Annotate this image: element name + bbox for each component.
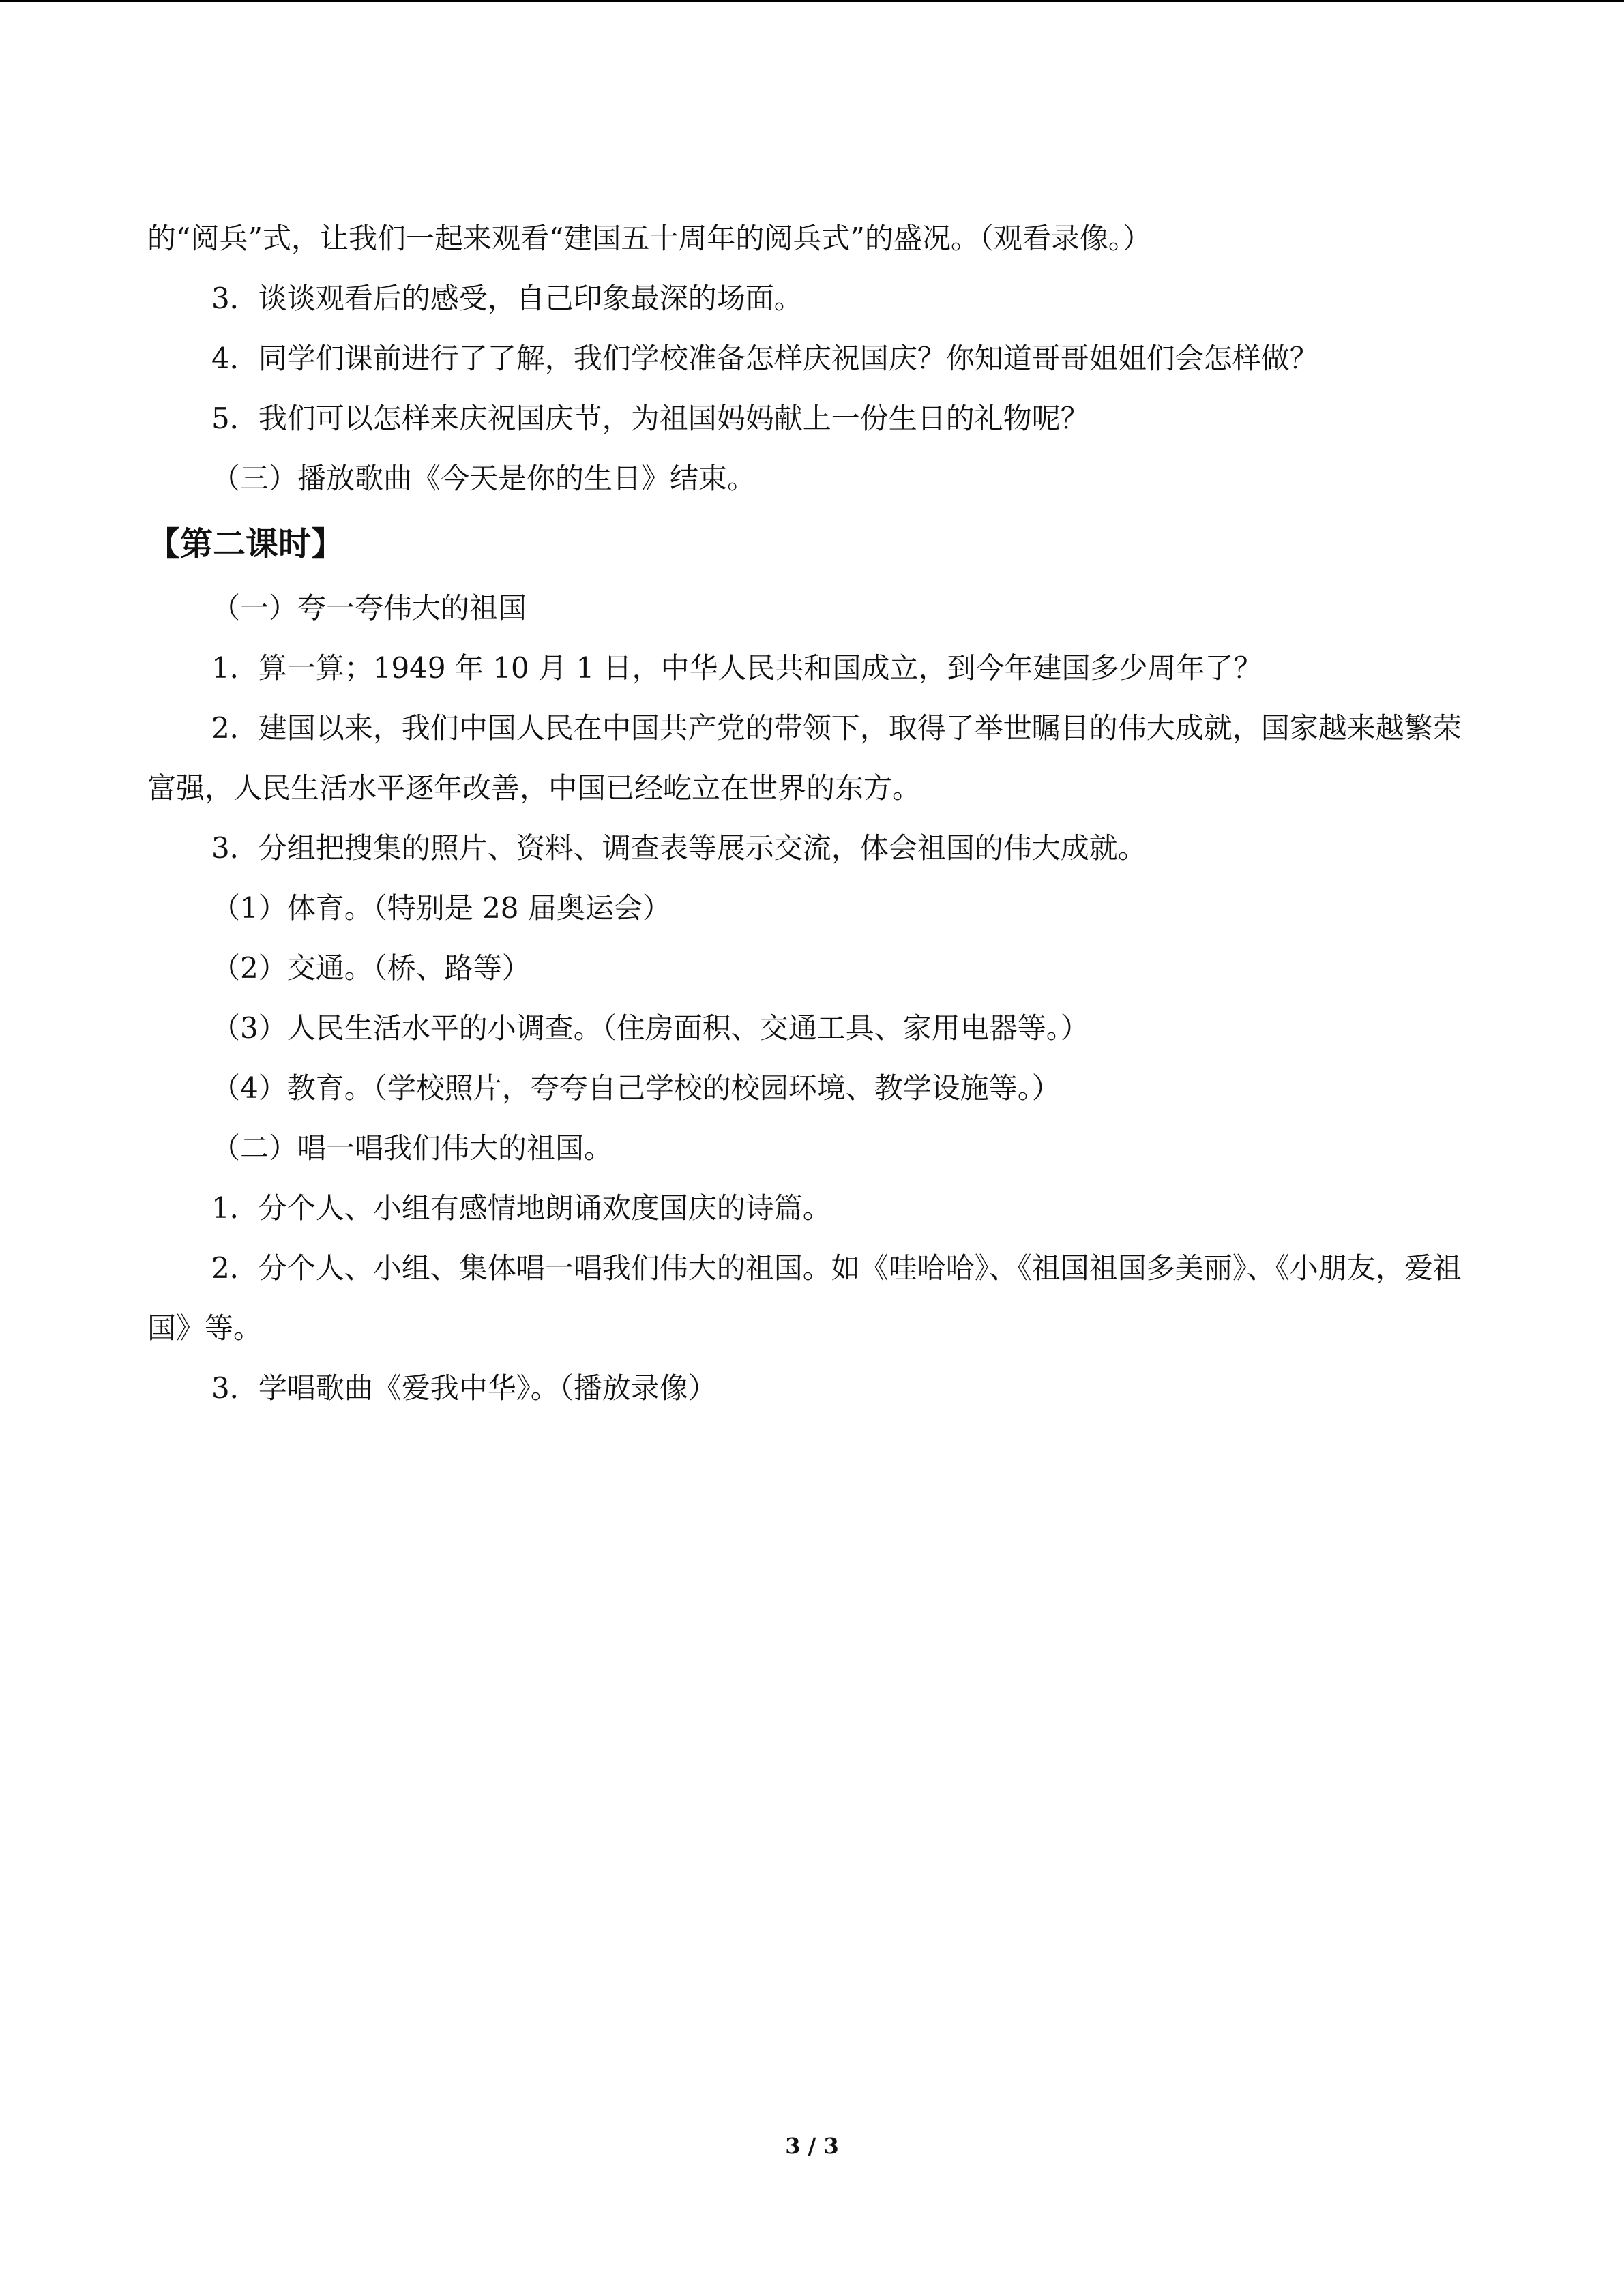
paragraph-section-3-song: （三）播放歌曲《今天是你的生日》结束。 — [211, 462, 756, 495]
paragraph-item-3-groups: 3．分组把搜集的照片、资料、调查表等展示交流，体会祖国的伟大成就。 — [211, 831, 1147, 865]
paragraph-item-1-recite: 1．分个人、小组有感情地朗诵欢度国庆的诗篇。 — [211, 1191, 831, 1225]
section-heading-second-lesson: 【第二课时】 — [147, 525, 344, 563]
paragraph-continuation: 的“阅兵”式，让我们一起来观看“建国五十周年的阅兵式”的盛况。（观看录像。） — [147, 222, 1151, 255]
paragraph-section-1-praise: （一）夸一夸伟大的祖国 — [211, 591, 527, 625]
paragraph-item-3-feelings: 3．谈谈观看后的感受，自己印象最深的场面。 — [211, 282, 803, 315]
document-body — [147, 209, 1477, 1418]
paragraph-sub-2-transport: （2）交通。（桥、路等） — [211, 951, 531, 985]
paragraph-item-2-sing: 2．分个人、小组、集体唱一唱我们伟大的祖国。如《哇哈哈》、《祖国祖国多美丽》、《小朋友，爱祖国》等。 — [147, 1251, 1462, 1345]
paragraph-item-3-learn-song: 3．学唱歌曲《爱我中华》。（播放录像） — [211, 1371, 717, 1405]
paragraph-item-2-achievements: 2．建国以来，我们中国人民在中国共产党的带领下，取得了举世瞩目的伟大成就，国家越来越繁荣富强，人民生活水平逐年改善，中国已经屹立在世界的东方。 — [147, 711, 1462, 805]
paragraph-sub-1-sports: （1）体育。（特别是 28 届奥运会） — [211, 891, 671, 925]
paragraph-item-5-gift: 5．我们可以怎样来庆祝国庆节，为祖国妈妈献上一份生日的礼物呢？ — [211, 402, 1089, 435]
page-number: 3 / 3 — [785, 2133, 839, 2159]
top-border-line — [0, 0, 1624, 2]
paragraph-item-4-school-plans: 4．同学们课前进行了了解，我们学校准备怎样庆祝国庆？你知道哥哥姐姐们会怎样做？ — [211, 342, 1318, 375]
paragraph-sub-4-education: （4）教育。（学校照片，夸夸自己学校的校园环境、教学设施等。） — [211, 1071, 1061, 1105]
paragraph-sub-3-living: （3）人民生活水平的小调查。（住房面积、交通工具、家用电器等。） — [211, 1011, 1089, 1045]
paragraph-item-1-calculate: 1．算一算；1949 年 10 月 1 日，中华人民共和国成立，到今年建国多少周年了？ — [211, 651, 1263, 685]
paragraph-section-2-sing: （二）唱一唱我们伟大的祖国。 — [211, 1131, 613, 1165]
